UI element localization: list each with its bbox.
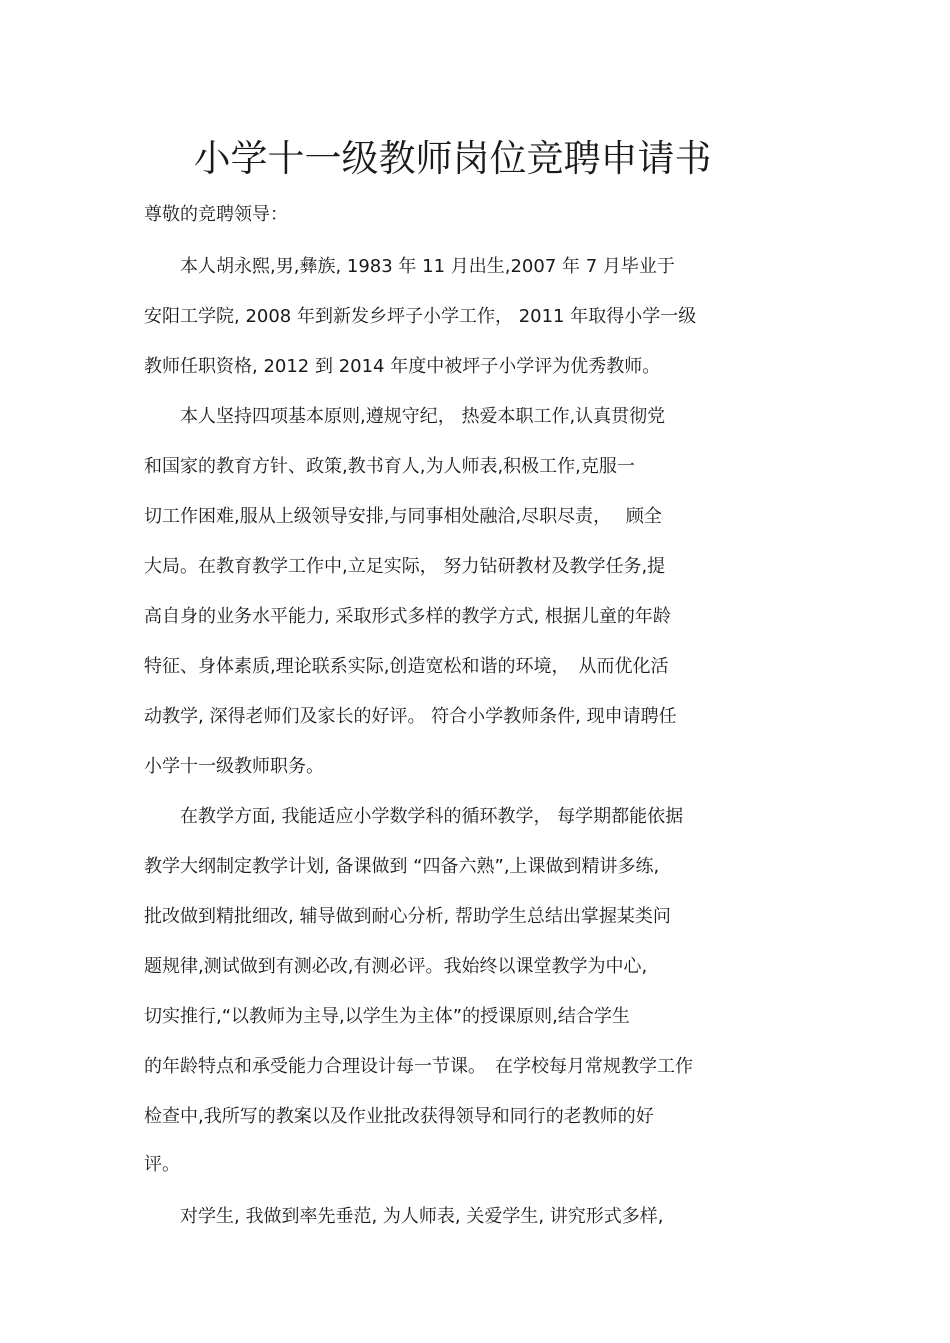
body-line-12: 在教学方面, 我能适应小学数学科的循环教学， 每学期都能依据 (144, 806, 684, 827)
body-line-3: 教师任职资格, 2012 到 2014 年度中被坪子小学评为优秀教师。 (144, 356, 661, 377)
body-line-19: 评。 (144, 1154, 180, 1175)
body-line-1: 本人胡永熙,男,彝族, 1983 年 11 月出生,2007 年 7 月毕业于 (144, 256, 675, 277)
body-line-10: 动教学, 深得老师们及家长的好评。 符合小学教师条件, 现申请聘任 (144, 706, 677, 727)
body-line-20: 对学生, 我做到率先垂范, 为人师表, 关爱学生, 讲究形式多样, (144, 1206, 664, 1227)
body-line-4: 本人坚持四项基本原则,遵规守纪， 热爱本职工作,认真贯彻党 (144, 406, 666, 427)
body-line-2: 安阳工学院, 2008 年到新发乡坪子小学工作， 2011 年取得小学一级 (144, 306, 697, 327)
body-line-17: 的年龄特点和承受能力合理设计每一节课。 在学校每月常规教学工作 (144, 1056, 693, 1077)
document-title: 小学十一级教师岗位竞聘申请书 (193, 137, 712, 180)
body-line-15: 题规律,测试做到有测必改,有测必评。我始终以课堂教学为中心, (144, 956, 648, 977)
body-line-5: 和国家的教育方针、政策,教书育人,为人师表,积极工作,克服一 (144, 456, 635, 477)
body-line-6: 切工作困难,服从上级领导安排,与同事相处融洽,尽职尽责， 顾全 (144, 506, 662, 527)
body-line-9: 特征、身体素质,理论联系实际,创造宽松和谐的环境， 从而优化活 (144, 656, 669, 677)
body-line-11: 小学十一级教师职务。 (144, 756, 324, 777)
body-line-7: 大局。在教育教学工作中,立足实际， 努力钻研教材及教学任务,提 (144, 556, 666, 577)
body-line-18: 检查中,我所写的教案以及作业批改获得领导和同行的老教师的好 (144, 1106, 654, 1127)
body-line-16: 切实推行,“以教师为主导,以学生为主体”的授课原则,结合学生 (144, 1006, 630, 1027)
body-line-13: 教学大纲制定教学计划, 备课做到 “四备六熟”,上课做到精讲多练, (144, 856, 660, 877)
body-line-14: 批改做到精批细改, 辅导做到耐心分析, 帮助学生总结出掌握某类问 (144, 906, 671, 927)
greeting-line: 尊敬的竞聘领导： (144, 204, 288, 225)
body-line-8: 高自身的业务水平能力, 采取形式多样的教学方式, 根据儿童的年龄 (144, 606, 671, 627)
